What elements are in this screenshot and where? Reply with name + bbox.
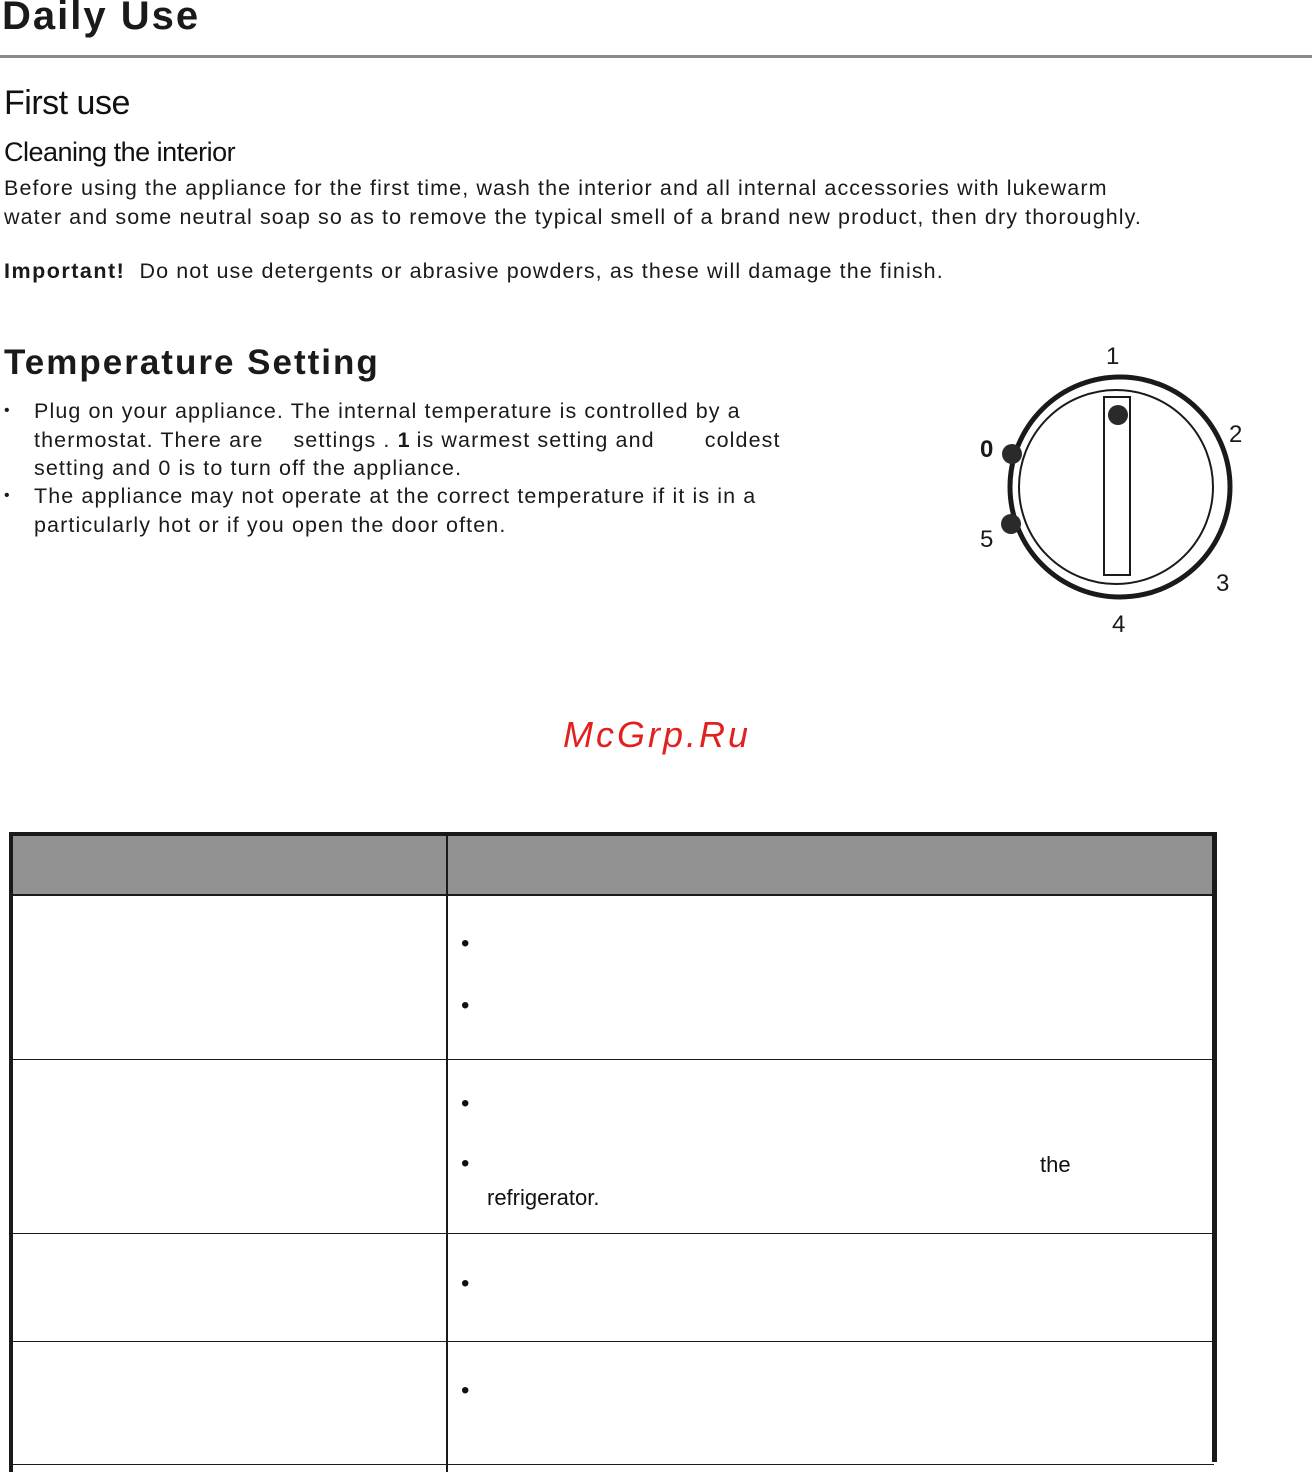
important-note xyxy=(4,257,944,286)
table-left-border xyxy=(9,832,13,1472)
page-title: Daily Use xyxy=(2,0,201,38)
dial-label-4: 4 xyxy=(1112,611,1126,638)
table-right-border xyxy=(1212,832,1217,1462)
dial-label-2: 2 xyxy=(1229,421,1243,448)
table-bullet-icon: • xyxy=(461,1377,470,1404)
table-bullet-icon: • xyxy=(461,1270,470,1297)
subheading-cleaning-interior: Cleaning the interior xyxy=(4,137,236,167)
table-bullet-icon: • xyxy=(461,1090,470,1117)
dial-off-marker xyxy=(1002,444,1022,464)
important-label: Important! xyxy=(4,259,126,283)
table-row-line xyxy=(9,1341,1214,1342)
troubleshooting-table xyxy=(9,832,1219,1472)
table-header-row xyxy=(11,834,1215,896)
cleaning-line-2: water and some neutral soap so as to remove the typical smell of a brand new product, then dry thoroughly. xyxy=(4,205,1143,229)
dial-label-3: 3 xyxy=(1216,570,1230,597)
table-top-border xyxy=(9,832,1217,836)
watermark: McGrp.Ru xyxy=(563,714,752,755)
thermostat-dial xyxy=(970,335,1250,645)
table-bullet-icon: • xyxy=(461,930,470,957)
cleaning-paragraph xyxy=(4,174,1142,232)
table-row-line xyxy=(9,1059,1214,1060)
dial-label-0: 0 xyxy=(980,436,994,463)
bullet1-line-2: thermostat. There are settings . 1 is warmest setting and coldest xyxy=(34,427,781,452)
bullet-icon: • xyxy=(4,402,11,419)
dial-coldest-marker xyxy=(1001,514,1021,534)
table-row-line xyxy=(9,894,1214,896)
important-text: Do not use detergents or abrasive powders, as these will damage the finish. xyxy=(139,259,944,283)
table-row-line xyxy=(9,1233,1214,1234)
dial-indicator-dot xyxy=(1108,405,1128,425)
section-heading-first-use: First use xyxy=(4,84,130,122)
dial-label-5: 5 xyxy=(980,526,994,553)
bullet-icon: • xyxy=(4,487,11,504)
table-column-divider xyxy=(446,832,448,1472)
title-divider xyxy=(0,55,1312,58)
bullet1-line-3: setting and 0 is to turn off the appliance. xyxy=(34,456,463,480)
table-bullet-icon: • xyxy=(461,1150,470,1177)
section-heading-temperature: Temperature Setting xyxy=(4,343,380,382)
table-bullet-icon: • xyxy=(461,992,470,1019)
table-text-refrigerator: refrigerator. xyxy=(487,1185,600,1210)
bullet2-line-2: particularly hot or if you open the door often. xyxy=(34,512,507,537)
bullet1-line-1: Plug on your appliance. The internal temperature is controlled by a xyxy=(34,399,741,423)
dial-label-1: 1 xyxy=(1106,343,1120,370)
table-row-line xyxy=(9,1464,1214,1465)
table-text-the: the xyxy=(1040,1152,1071,1177)
bullet2-line-1: The appliance may not operate at the correct temperature if it is in a xyxy=(34,484,757,508)
cleaning-line-1: Before using the appliance for the first time, wash the interior and all internal accessories with lukewarm xyxy=(4,176,1108,200)
